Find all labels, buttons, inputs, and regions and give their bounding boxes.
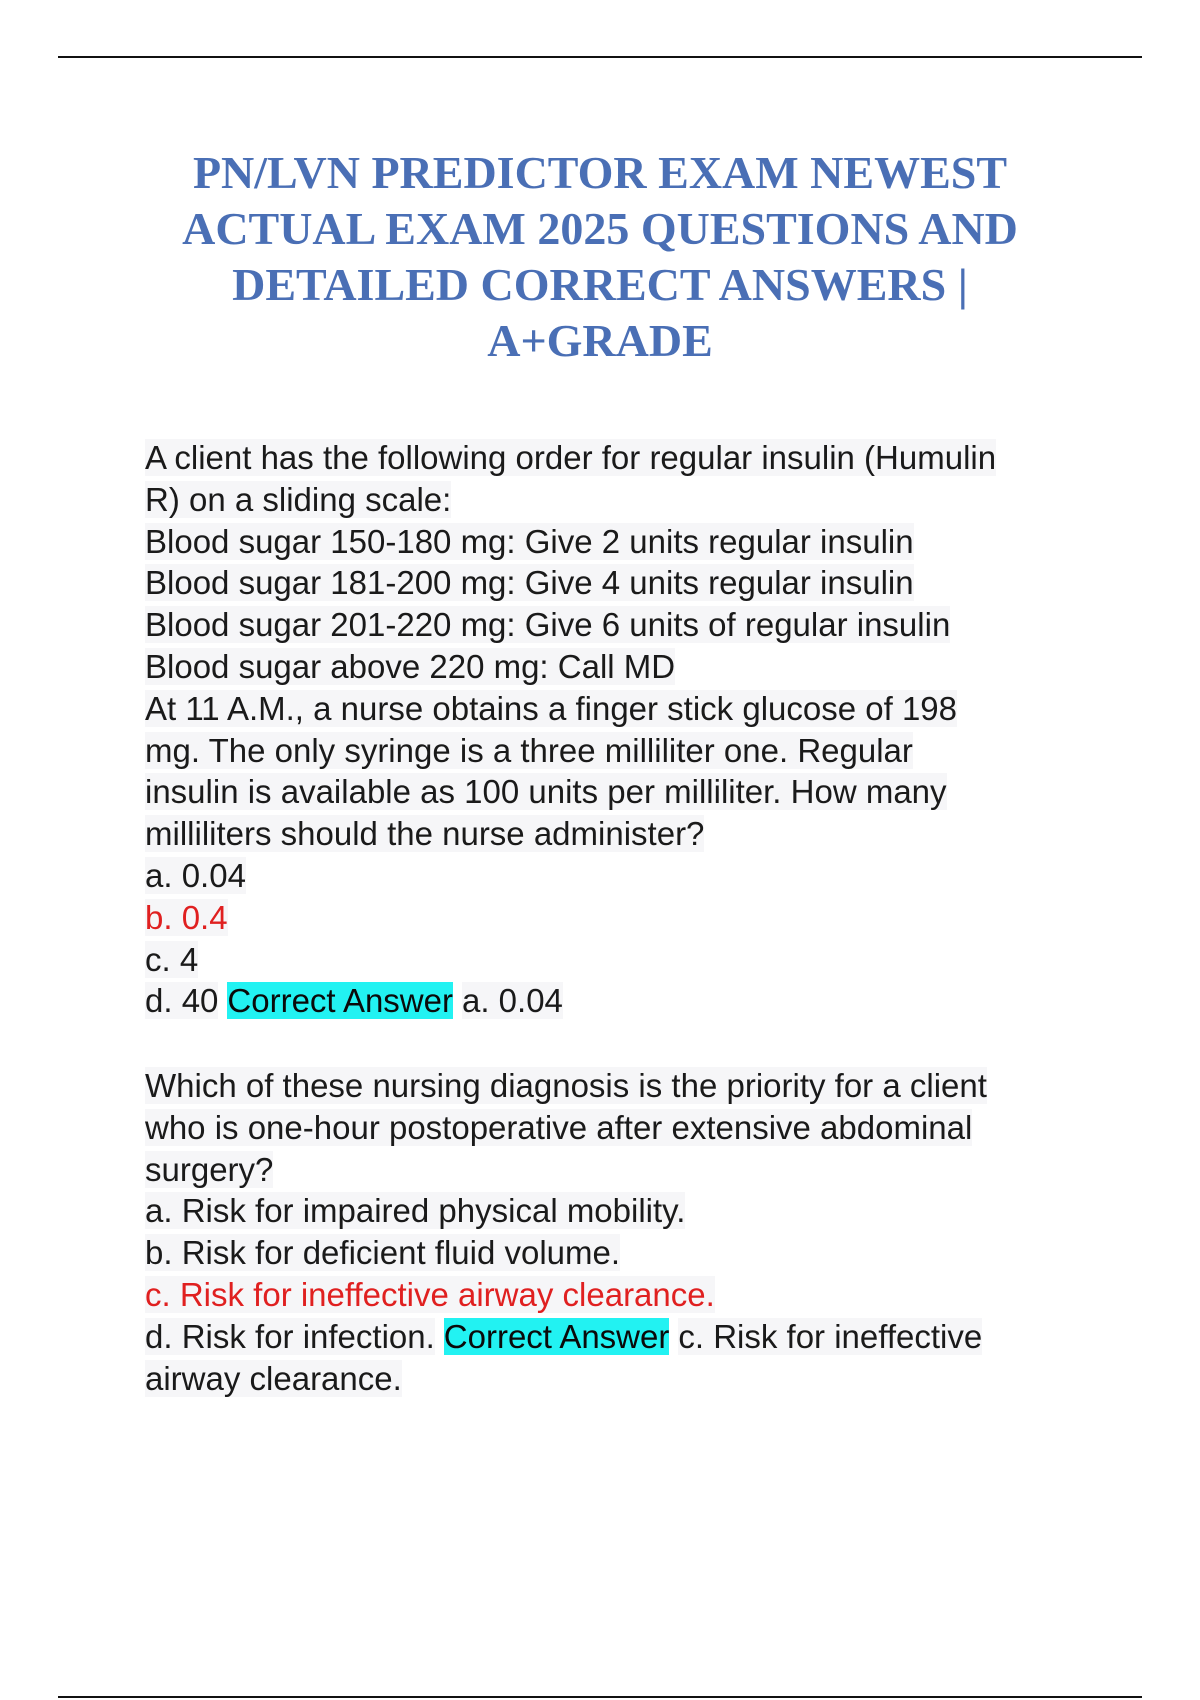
- question-stem-line: Which of these nursing diagnosis is the priority for a client: [145, 1067, 987, 1104]
- title-line: ACTUAL EXAM 2025 QUESTIONS AND: [182, 203, 1018, 254]
- answer-option-a: a. 0.04: [145, 856, 246, 894]
- question-1: [145, 437, 1105, 1022]
- title-line: A+GRADE: [487, 315, 713, 366]
- correct-answer-continuation: airway clearance.: [145, 1359, 402, 1397]
- answer-option-c: c. 4: [145, 940, 199, 978]
- correct-answer-label: Correct Answer: [443, 1317, 670, 1355]
- question-stem-line: who is one-hour postoperative after extensive abdominal: [145, 1108, 973, 1146]
- question-2: [145, 1065, 1105, 1399]
- title-line: DETAILED CORRECT ANSWERS |: [232, 259, 968, 310]
- bottom-rule: [58, 1696, 1142, 1698]
- question-stem-line: R) on a sliding scale:: [145, 480, 452, 518]
- question-stem-line: Blood sugar 150-180 mg: Give 2 units regular insulin: [145, 522, 914, 560]
- top-rule: [58, 56, 1142, 58]
- question-stem-line: insulin is available as 100 units per milliliter. How many: [145, 773, 947, 811]
- question-stem-line: Blood sugar 201-220 mg: Give 6 units of regular insulin: [145, 606, 951, 644]
- question-stem-line: Blood sugar above 220 mg: Call MD: [145, 647, 676, 685]
- answer-option-d: d. Risk for infection. Correct Answer c. Risk for ineffective: [145, 1317, 983, 1355]
- question-stem-line: mg. The only syringe is a three milliliter one. Regular: [145, 731, 913, 769]
- document-title: [100, 145, 1100, 369]
- question-stem-line: A client has the following order for regular insulin (Humulin: [145, 439, 997, 476]
- correct-answer-label: Correct Answer: [227, 982, 453, 1020]
- answer-option-a: a. Risk for impaired physical mobility.: [145, 1192, 686, 1230]
- correct-answer-text: c. Risk for ineffective: [678, 1317, 983, 1355]
- answer-option-d: d. 40 Correct Answer a. 0.04: [145, 982, 563, 1020]
- question-stem-line: Blood sugar 181-200 mg: Give 4 units regular insulin: [145, 564, 914, 602]
- question-stem-line: surgery?: [145, 1150, 274, 1188]
- answer-option-b-highlighted: b. 0.4: [145, 898, 228, 936]
- answer-option-b: b. Risk for deficient fluid volume.: [145, 1234, 621, 1272]
- question-stem-line: milliliters should the nurse administer?: [145, 815, 705, 853]
- answer-option-c-highlighted: c. Risk for ineffective airway clearance.: [145, 1275, 715, 1313]
- correct-answer-text: a. 0.04: [461, 982, 563, 1020]
- question-stem-line: At 11 A.M., a nurse obtains a finger stick glucose of 198: [145, 689, 958, 727]
- title-line: PN/LVN PREDICTOR EXAM NEWEST: [192, 147, 1008, 198]
